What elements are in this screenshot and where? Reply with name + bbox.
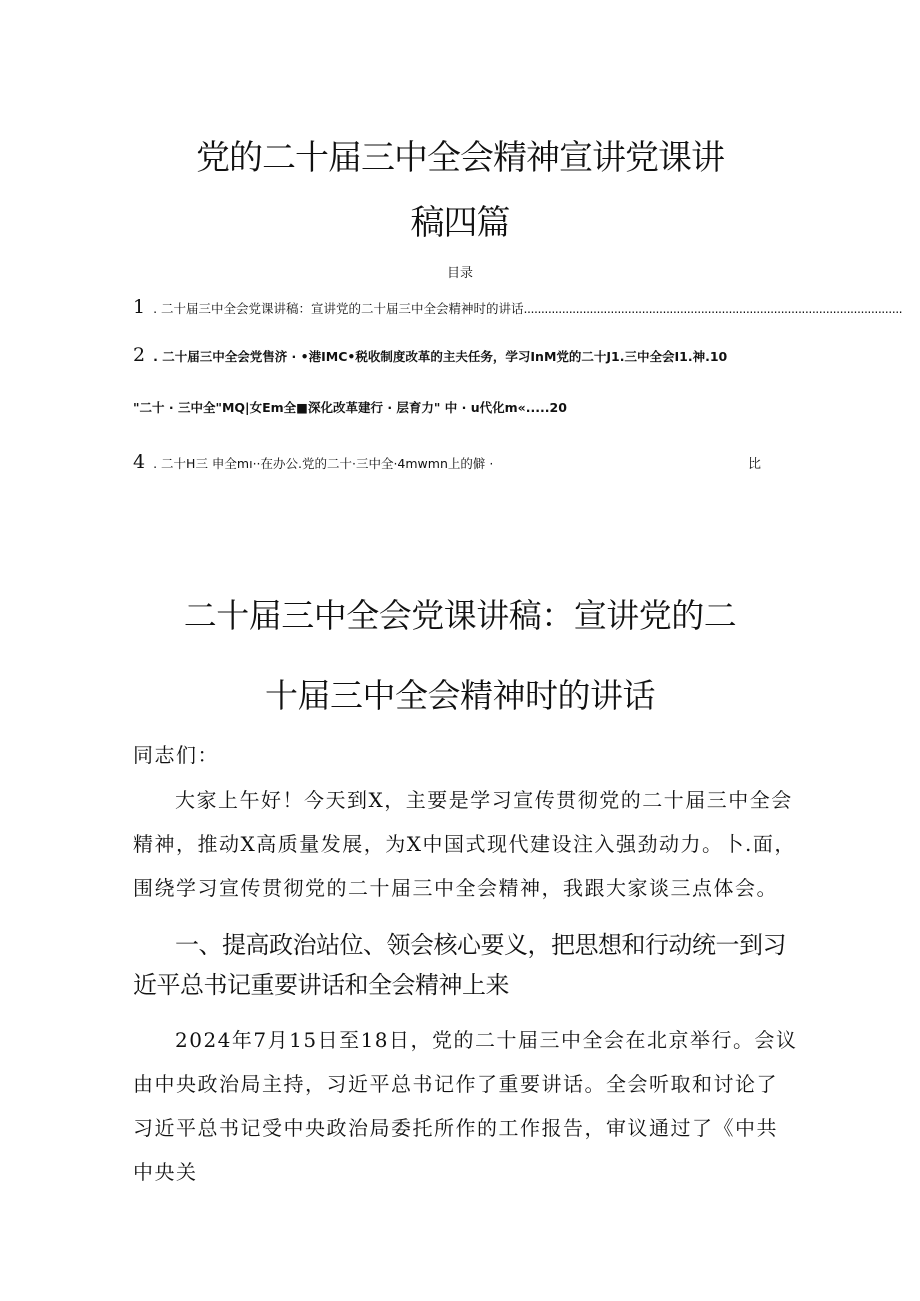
document-title-line2: 稿四篇 xyxy=(410,203,510,243)
paragraph-2: 2024年7月15日至18日，党的二十届三中全会在北京举行。会议由中央政治局主持，习近平总书记作了重要讲话。全会听取和讨论了习近平总书记受中央政治局委托所作的工作报告，审议通过了《中共中央关 xyxy=(133,1028,798,1184)
section-title-line2: 十届三中全会精神时的讲话 xyxy=(265,676,655,715)
toc-item-4[interactable] xyxy=(133,451,773,473)
toc-item-text: . 二十H三 申全mı··在办公.党的二十·三中全·4mwmn上的僻 · xyxy=(153,456,494,471)
toc-heading: 目录 xyxy=(446,266,473,281)
toc-item-number: 1 xyxy=(133,296,146,318)
toc-item-3[interactable] xyxy=(133,398,773,416)
section-title-line1: 二十届三中全会党课讲稿：宣讲党的二 xyxy=(183,596,737,635)
toc-item-4-page: 比 xyxy=(748,457,762,472)
toc-item-text: . 二十届三中全会党课讲稿：宣讲党的二十届三中全会精神时的讲话 xyxy=(153,301,524,316)
toc-item-text: "二十 · 三中全"MQ|女Em全■深化改革建行 · 层育力" 中 · u代化m«.....20 xyxy=(133,400,567,415)
toc-leader-dots: ............................................................................................................. xyxy=(523,301,903,316)
document-title-line1: 党的二十届三中全会精神宣讲党课讲 xyxy=(196,138,724,178)
toc-item-number: 2 xyxy=(133,344,146,366)
toc-item-1[interactable] xyxy=(133,296,903,318)
salutation: 同志们： xyxy=(133,743,219,767)
toc-item-2[interactable] xyxy=(133,344,773,366)
paragraph-1: 大家上午好！今天到X，主要是学习宣传贯彻党的二十届三中全会精神，推动X高质量发展，为X中国式现代建设注入强劲动力。卜.面，围绕学习宣传贯彻党的二十届三中全会精神，我跟大家谈三点体会。 xyxy=(133,788,796,900)
heading-1: 一、提高政治站位、领会核心要义，把思想和行动统一到习近平总书记重要讲话和全会精神上来 xyxy=(133,931,786,999)
toc-item-number: 4 xyxy=(133,451,146,473)
toc-item-text: . 二十届三中全会党售济 · •港IMC•税收制度改革的主夫任务，学习InM党的二十J1.三中全会I1.神.10 xyxy=(153,349,728,364)
